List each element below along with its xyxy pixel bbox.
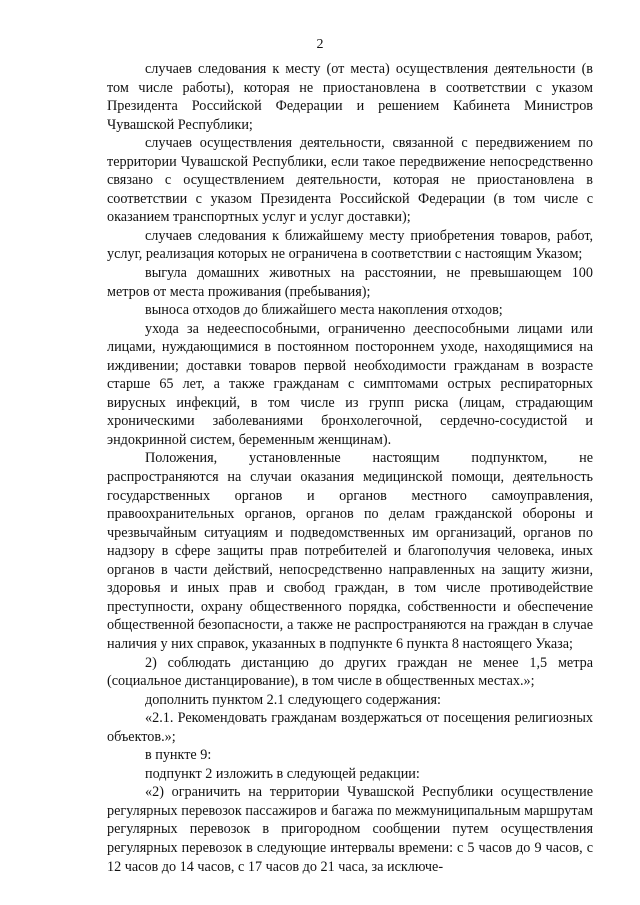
- paragraph-subclause-2-edit: подпункт 2 изложить в следующей редакции:: [145, 765, 420, 782]
- paragraph-nearest-store: случаев следования к ближайшему месту приобретения товаров, работ, услуг, реализация которых не ограничена в соответствии с настоящим Указом;: [107, 227, 593, 263]
- paragraph-in-clause-9: в пункте 9:: [145, 747, 212, 764]
- paragraph-waste-disposal: выноса отходов до ближайшего места накопления отходов;: [145, 302, 503, 319]
- paragraph-transport-restriction: «2) ограничить на территории Чувашской Республики осуществление регулярных перевозок пассажиров и багажа по межмуниципальным маршрутам регулярных перевозок в пригородном сообщении путем осуществления регулярных перевозок в следующие интервалы времени: с 5 часов до 9 часов, с 12 часов до 14 часов, с 17 часов до 21 часа, за исключе-: [107, 784, 593, 875]
- paragraph-clause-2-1: «2.1. Рекомендовать гражданам воздержаться от посещения религиозных объектов.»;: [107, 710, 593, 745]
- paragraph-exemptions: Положения, установленные настоящим подпунктом, не распространяются на случаи оказания медицинской помощи, деятельность государственных органов и органов местного самоуправления, правоохранительных органов, органов по делам гражданской обороны и чрезвычайным ситуациям и подведомственных им организаций, органов по надзору в сфере защиты прав потребителей и благополучия человека, иных органов в части действий, непосредственно направленных на защиту жизни, здоровья и иных прав и свобод граждан, в том числе противодействие преступности, охрану общественного порядка, собственности и обеспечение общественной безопасности, а также не распространяются на граждан в случае наличия у них справок, указанных в подпункте 6 пункта 8 настоящего Указа;: [107, 450, 593, 652]
- document-body: [107, 60, 593, 876]
- paragraph-work-related-movement: случаев осуществления деятельности, связанной с передвижением по территории Чувашской Республики, если такое передвижение непосредственно связано с осуществлением деятельности, которая не приостановлена в соответствии с указом Президента Российской Федерации (в том числе с оказанием транспортных услуг и услуг доставки);: [107, 135, 593, 226]
- paragraph-care-and-delivery: ухода за недееспособными, ограниченно дееспособными лицами или лицами, нуждающимися в постоянном постороннем уходе, находящимися на иждивении; доставки товаров первой необходимости гражданам в возрасте старше 65 лет, а также гражданам с симптомами острых респираторных вирусных инфекций, в том числе из групп риска (лицам, страдающим хроническими заболеваниями бронхолегочной, сердечно-сосудистой и эндокринной систем, беременным женщинам).: [107, 320, 593, 448]
- page-number: 2: [316, 37, 324, 52]
- paragraph-pet-walking: выгула домашних животных на расстоянии, не превышающем 100 метров от места проживания (пребывания);: [107, 265, 593, 300]
- paragraph-social-distancing: 2) соблюдать дистанцию до других граждан не менее 1,5 метра (социальное дистанцирование), в том числе в общественных местах.»;: [107, 654, 593, 690]
- paragraph-travel-to-work: случаев следования к месту (от места) осуществления деятельности (в том числе работы), которая не приостановлена в соответствии с указом Президента Российской Федерации и решением Кабинета Министров Чувашской Республики;: [107, 61, 593, 133]
- paragraph-add-clause-2-1: дополнить пунктом 2.1 следующего содержания:: [145, 691, 441, 708]
